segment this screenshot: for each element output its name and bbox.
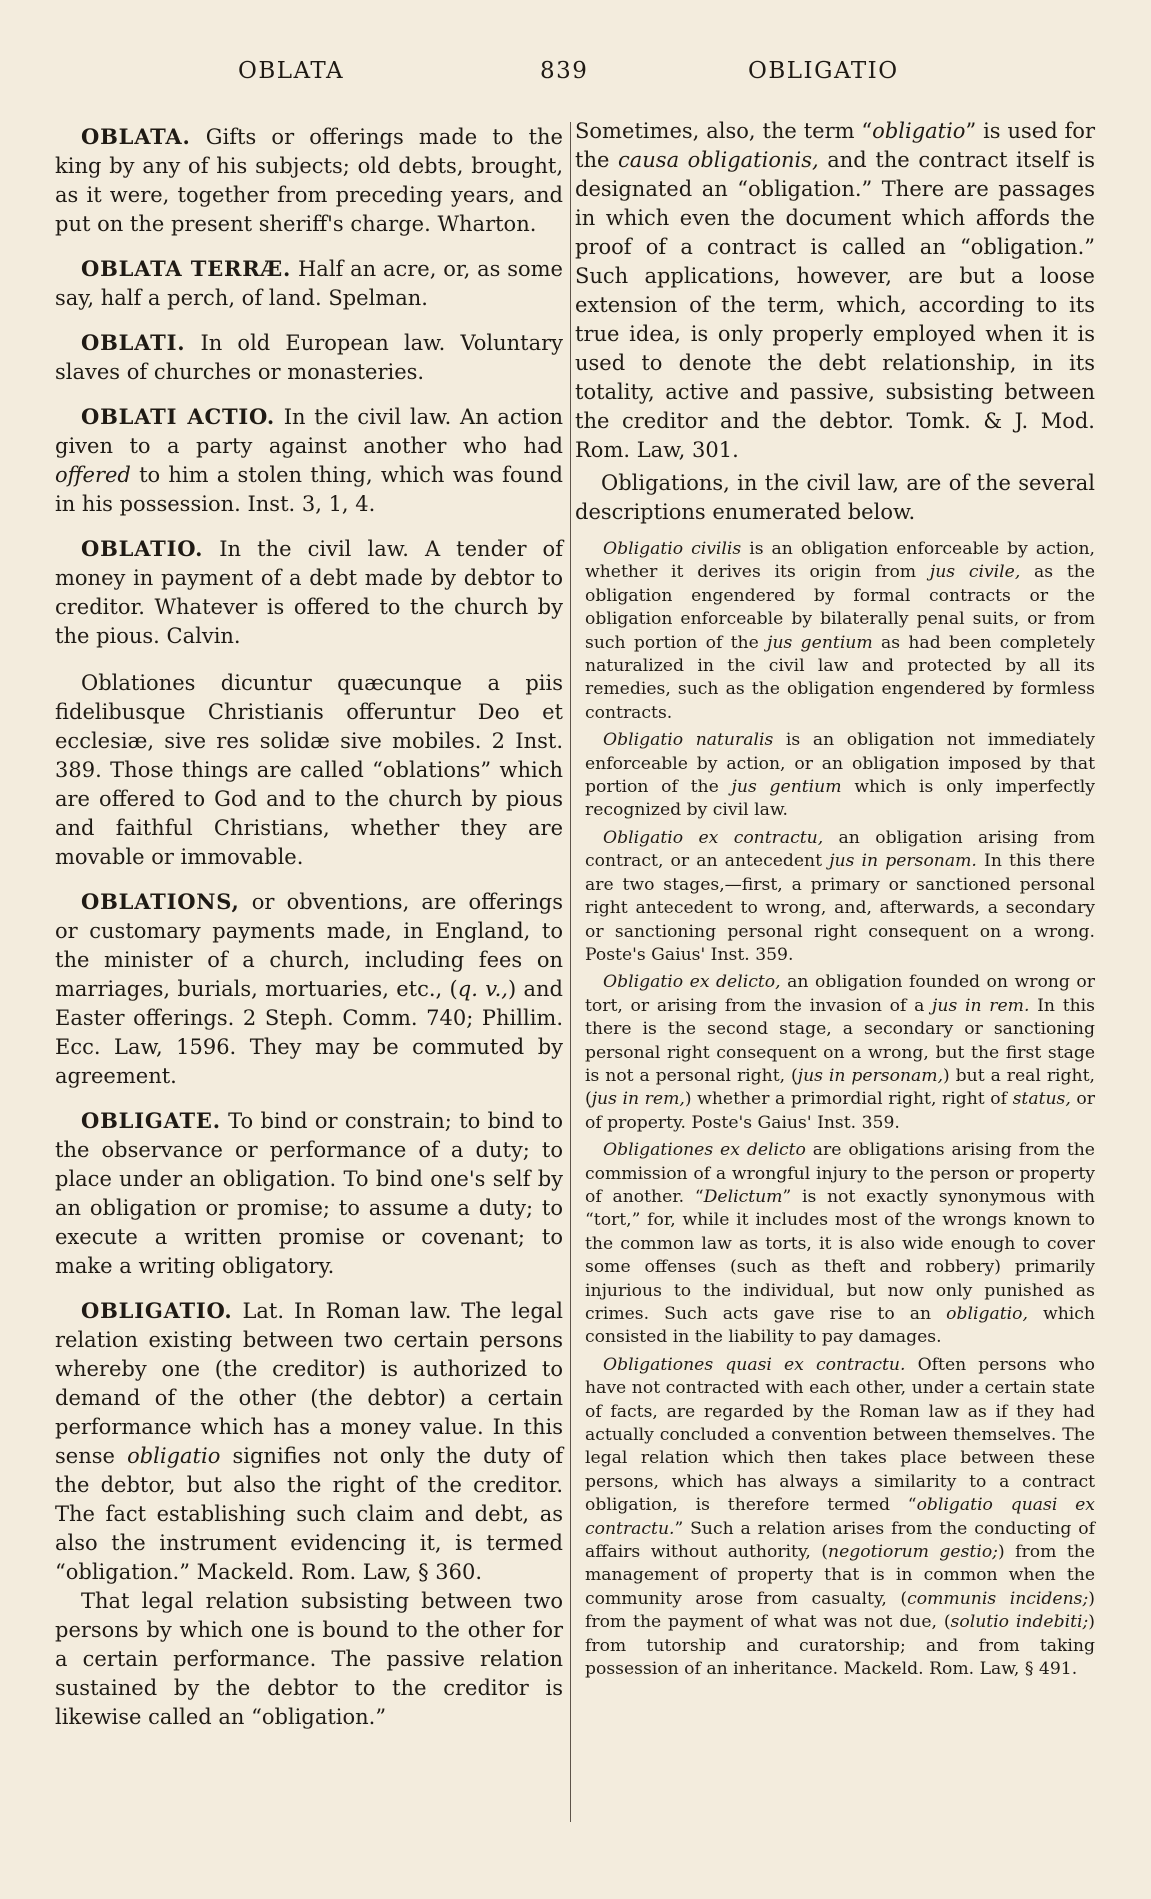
text: are obligations arising from the commission of a wrongful injury to the person or property of another. “ <box>585 1140 1095 1207</box>
text: In this there are two stages,—first, a primary or sanctioned personal right antecedent to wrong, and, afterwards, a secondary or sanctioning personal right consequent on a wrong. Poste's Gaius' Inst. 359. <box>585 851 1095 965</box>
subentry-obligationes-ex-delicto <box>585 1139 1095 1350</box>
text-italic: obligatio <box>872 119 966 143</box>
definition: To bind or constrain; to bind to the observance or performance of a duty; to place under an obligation. To bind one's self by an obligation or promise; to assume a duty; to execute a written promise or covenant; to make a writing obligatory. <box>55 1109 563 1278</box>
entry-oblata <box>55 122 563 239</box>
entry-obligatio <box>55 1296 563 1587</box>
text-italic: jus gentium <box>731 777 842 798</box>
text-italic: obligatio quasi ex contractu. <box>585 1495 1095 1539</box>
text-italic: negotiorum gestio; <box>828 1542 998 1563</box>
running-header <box>0 58 1151 108</box>
headword: OBLATI. <box>81 330 186 355</box>
definition: Lat. In Roman law. The legal relation existing between two certain persons whereby one (the creditor) is authorized to demand of the other (the debtor) a certain performance which has a money value. In this sense <box>55 1299 563 1468</box>
entry-oblata-terrae <box>55 254 563 313</box>
definition: signifies not only the duty of the debtor, but also the right of the creditor. The fact establishing such claim and debt, as also the instrument evidencing it, is termed “obligation.” Mackeld. Rom. Law, § 360. <box>55 1444 564 1584</box>
entry-oblatio <box>55 534 563 651</box>
headword: OBLATIONS, <box>81 889 240 914</box>
text: Often persons who have not contracted with each other, under a certain state of facts, are regarded by the Roman law as if they had actually concluded a convention between themselves. The legal relation which then takes place between these persons, which has always a similarity to a contract obligation, is therefore termed “ <box>585 1354 1095 1516</box>
text: as had been completely naturalized in the civil law and protected by all its remedies, such as the obligation engendered by formless contracts. <box>585 632 1096 723</box>
subentry-obligatio-ex-contractu <box>585 827 1095 967</box>
definition: Half an acre, or, as some say, half a perch, of land. Spelman. <box>55 257 563 310</box>
text: ) from the payment of what was not due, ( <box>585 1588 1095 1633</box>
text: which consisted in the liability to pay damages. <box>585 1304 1095 1348</box>
text: which is only imperfectly recognized by civil law. <box>585 777 1095 821</box>
subentry-obligationes-quasi-ex-contractu <box>585 1354 1095 1682</box>
text: an obligation founded on wrong or tort, or arising from the invasion of a <box>585 972 1095 1016</box>
entry-oblations <box>55 887 563 1091</box>
text: an obligation arising from contract, or an antecedent <box>585 827 1095 872</box>
subentry-obligatio-naturalis <box>585 729 1095 823</box>
text: and the contract itself is designated an “obligation.” There are passages in which even the document which affords the proof of a contract is called an “obligation.” Such applications, however, are but a loose extension of the term, which, according to its true idea, is only properly employed when it is used to denote the debt relationship, in its totality, active and passive, subsisting between the creditor and the debtor. Tomk. & J. Mod. Rom. Law, 301. <box>575 148 1095 462</box>
text-italic: jus in personam, <box>797 1065 944 1086</box>
left-column <box>55 122 563 1732</box>
paragraph-oblationes: Oblationes dicuntur quæcunque a piis fidelibusque Christianis offeruntur Deo et ecclesiæ, sive res solidæ sive mobiles. 2 Inst. 389. Those things are called “oblations” which are offered to God and to the church by pious and faithful Christians, whether they are movable or immovable. <box>55 671 563 869</box>
definition: Gifts or offerings made to the king by any of his subjects; old debts, brought, as it were, together from preceding years, and put on the present sheriff's charge. Wharton. <box>55 125 563 236</box>
entry-obligate <box>55 1106 563 1281</box>
subentry-term: Obligationes ex delicto <box>603 1140 806 1161</box>
text-italic: status, <box>1012 1089 1071 1110</box>
definition: ) and Easter offerings. 2 Steph. Comm. 740; Phillim. Ecc. Law, 1596. They may be commuted by agreement. <box>55 977 563 1088</box>
subentry-term: Obligatio naturalis <box>603 730 774 751</box>
text: ) whether a primordial right, right of <box>684 1089 1013 1110</box>
header-right-guide-word: OBLIGATIO <box>748 58 899 84</box>
headword: OBLATIO. <box>81 536 204 561</box>
headword: OBLATA. <box>81 124 191 149</box>
paragraph-legal-relation: That legal relation subsisting between two persons by which one is bound to the other for a certain performance. The passive relation sustained by the debtor to the creditor is likewise called an “obligation.” <box>55 1589 563 1729</box>
text: ) from the management of property that is in common when the community arose from casualty, ( <box>585 1542 1095 1609</box>
definition-italic: q. v., <box>457 977 508 1001</box>
text: In this there is the second stage, a secondary or sanctioning personal right consequent on a wrong, but the first stage is not a personal right, ( <box>585 995 1095 1086</box>
subentry-term: Obligatio ex contractu, <box>603 827 824 848</box>
paragraph-continuation <box>575 117 1095 465</box>
subentry-obligatio-civilis <box>585 538 1095 725</box>
text-italic: jus in rem, <box>591 1089 685 1110</box>
definition-italic: offered <box>55 463 131 487</box>
text-italic: jus civile, <box>929 562 1021 583</box>
text: ) but a real right, ( <box>585 1065 1095 1110</box>
headword: OBLIGATIO. <box>81 1298 233 1323</box>
definition: In the civil law. An action given to a party against another who had <box>55 405 563 458</box>
text: ” is used for the <box>575 119 1095 172</box>
text: is an obligation not immediately enforceable by action, or an obligation imposed by that portion of the <box>585 730 1095 798</box>
definition: to him a stolen thing, which was found in his possession. Inst. 3, 1, 4. <box>55 463 563 516</box>
column-divider <box>570 122 571 1822</box>
subentry-term: Obligatio civilis <box>603 539 742 559</box>
page-number: 839 <box>540 58 589 84</box>
definition: or obventions, are offerings or customary payments made, in England, to the minister of a church, including fees on marriages, burials, mortuaries, etc., ( <box>55 890 563 1001</box>
right-column <box>575 117 1095 1682</box>
definition: In old European law. Voluntary slaves of churches or monasteries. <box>55 331 563 384</box>
headword: OBLATA TERRÆ. <box>81 256 292 281</box>
text-italic: solutio indebiti; <box>950 1612 1089 1633</box>
text-italic: jus in rem. <box>932 995 1030 1016</box>
text: Sometimes, also, the term “ <box>575 119 873 143</box>
headword: OBLATI ACTIO. <box>81 404 275 429</box>
subentry-obligatio-ex-delicto <box>585 971 1095 1135</box>
subentry-term: Obligationes quasi ex contractu. <box>603 1354 906 1375</box>
text-italic: causa obligationis, <box>617 148 819 172</box>
header-left-guide-word: OBLATA <box>238 58 345 84</box>
entry-oblati <box>55 328 563 387</box>
text-italic: jus in personam. <box>829 851 977 872</box>
definition-italic: obligatio <box>127 1444 221 1468</box>
subentry-term: Obligatio ex delicto, <box>603 972 781 993</box>
text: as the obligation engendered by formal contracts or the obligation enforceable by bilaterally penal suits, or from such portion of the <box>585 562 1095 653</box>
text: ” is not exactly synonymous with “tort,” for, while it includes most of the wrongs known to the common law as torts, it is also wide enough to cover some offenses (such as theft and robbery) primarily injurious to the individual, but now only punished as crimes. Such acts gave rise to an <box>585 1186 1096 1324</box>
text-italic: obligatio, <box>946 1304 1028 1324</box>
text: or of property. Poste's Gaius' Inst. 359. <box>585 1089 1095 1133</box>
text: ) from tutorship and curatorship; and from taking possession of an inheritance. Mackeld. Rom. Law, § 491. <box>585 1612 1095 1680</box>
text-italic: Delictum <box>703 1186 783 1207</box>
definition: In the civil law. A tender of money in payment of a debt made by debtor to creditor. Whatever is offered to the church by the pious. Calvin. <box>55 537 563 648</box>
text-italic: communis incidens; <box>907 1588 1089 1609</box>
text: is an obligation enforceable by action, whether it derives its origin from <box>585 539 1095 583</box>
entry-oblati-actio <box>55 402 563 519</box>
paragraph-descriptions: Obligations, in the civil law, are of the several descriptions enumerated below. <box>575 471 1095 524</box>
text-italic: jus gentium <box>767 632 873 653</box>
text: ” Such a relation arises from the conducting of affairs without authority, ( <box>585 1518 1095 1563</box>
headword: OBLIGATE. <box>81 1108 221 1133</box>
